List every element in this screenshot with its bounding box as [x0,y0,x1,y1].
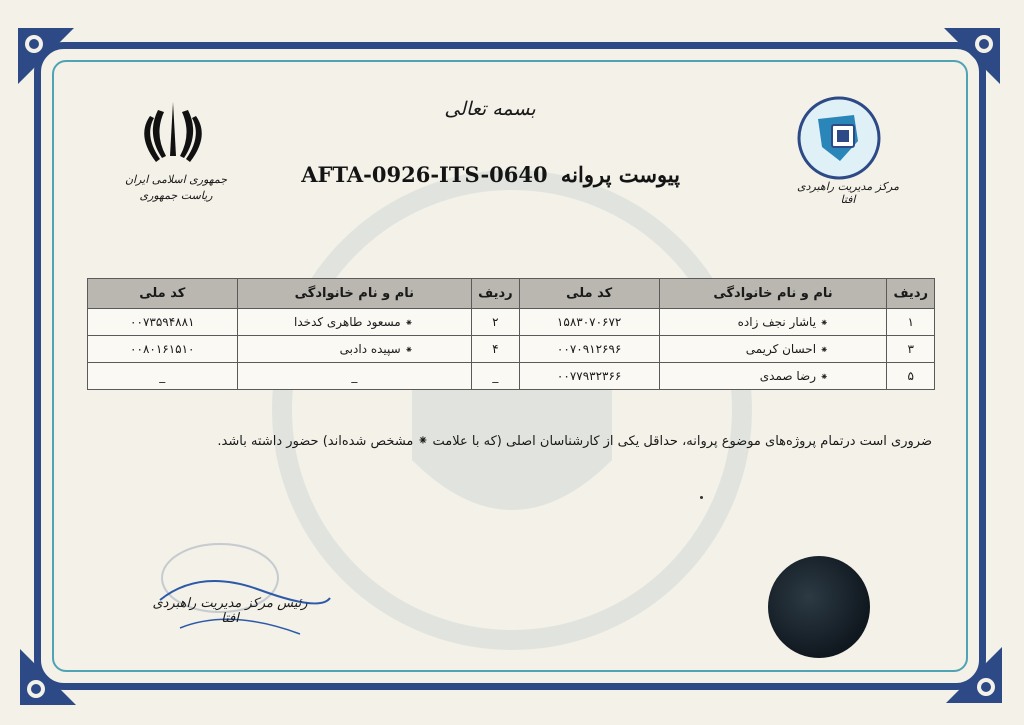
table-row [88,363,935,390]
row-number: ۳ [887,336,935,363]
signature-label: رئیس مرکز مدیریت راهبردی افتا [152,596,308,626]
expert-name [659,363,887,390]
national-id: ۰۰۷۰۹۱۲۶۹۶ [519,336,659,363]
expert-name-text: رضا صمدی [759,369,817,383]
expert-name: _ [237,363,472,390]
corner-ornament-icon [14,24,78,88]
corner-ornament-icon [940,24,1004,88]
header-row-number: ردیف [887,279,935,309]
header-national-id: کد ملی [88,279,238,309]
table-row [88,309,935,336]
center-name-label: مرکز مدیریت راهبردی افتا [797,180,899,206]
gov-line-1: جمهوری اسلامی ایران [124,173,228,186]
key-expert-star-icon: ⁕ [404,345,414,356]
signature-stamp-icon [140,538,340,648]
expert-name [237,309,472,336]
national-id: ۱۵۸۳۰۷۰۶۷۲ [519,309,659,336]
expert-name [237,336,472,363]
expert-name [659,336,887,363]
stray-dot [700,496,703,499]
expert-name-text: مسعود طاهری کدخدا [294,315,401,329]
page-title [301,162,680,187]
national-id: _ [88,363,238,390]
expert-name-text: احسان کریمی [745,342,817,356]
row-number: ۵ [887,363,935,390]
experts-table [87,278,935,390]
corner-ornament-icon [942,643,1006,707]
national-id: ۰۰۸۰۱۶۱۵۱۰ [88,336,238,363]
key-expert-star-icon: ⁕ [820,372,829,383]
national-id: ۰۰۷۷۹۳۲۳۶۶ [519,363,659,390]
row-number: ۴ [472,336,520,363]
header-full-name: نام و نام خانوادگی [237,279,472,309]
table-header-row [88,279,935,309]
corner-ornament-icon [16,645,80,709]
iran-emblem-icon [136,96,210,170]
title-text: پیوست پروانه [560,162,680,187]
hologram-seal [768,556,870,658]
key-expert-star-icon: ⁕ [404,318,414,329]
national-id: ۰۰۷۳۵۹۴۸۸۱ [88,309,238,336]
gov-line-2: ریاست جمهوری [139,189,213,202]
header-full-name: نام و نام خانوادگی [659,279,887,309]
key-expert-star-icon: ⁕ [820,318,829,329]
bismillah-heading: بسمه تعالی [444,98,536,120]
requirement-note: ضروری است درتمام پروژه‌های موضوع پروانه، حداقل یکی از کارشناسان اصلی (که با علامت ⁕ مشخص شده‌اند) حضور داشته باشد. [217,434,932,449]
row-number: ۱ [887,309,935,336]
table-row [88,336,935,363]
row-number: _ [472,363,520,390]
government-label [112,172,240,204]
expert-name-text: یاشار نجف زاده [737,315,817,329]
expert-name-text: سپیده دادبی [339,342,401,356]
key-expert-star-icon: ⁕ [820,345,829,356]
expert-name [659,309,887,336]
row-number: ۲ [472,309,520,336]
license-code: AFTA-0926-ITS-0640 [301,162,548,187]
header-row-number: ردیف [472,279,520,309]
header-national-id: کد ملی [519,279,659,309]
afta-logo-icon [796,95,882,181]
